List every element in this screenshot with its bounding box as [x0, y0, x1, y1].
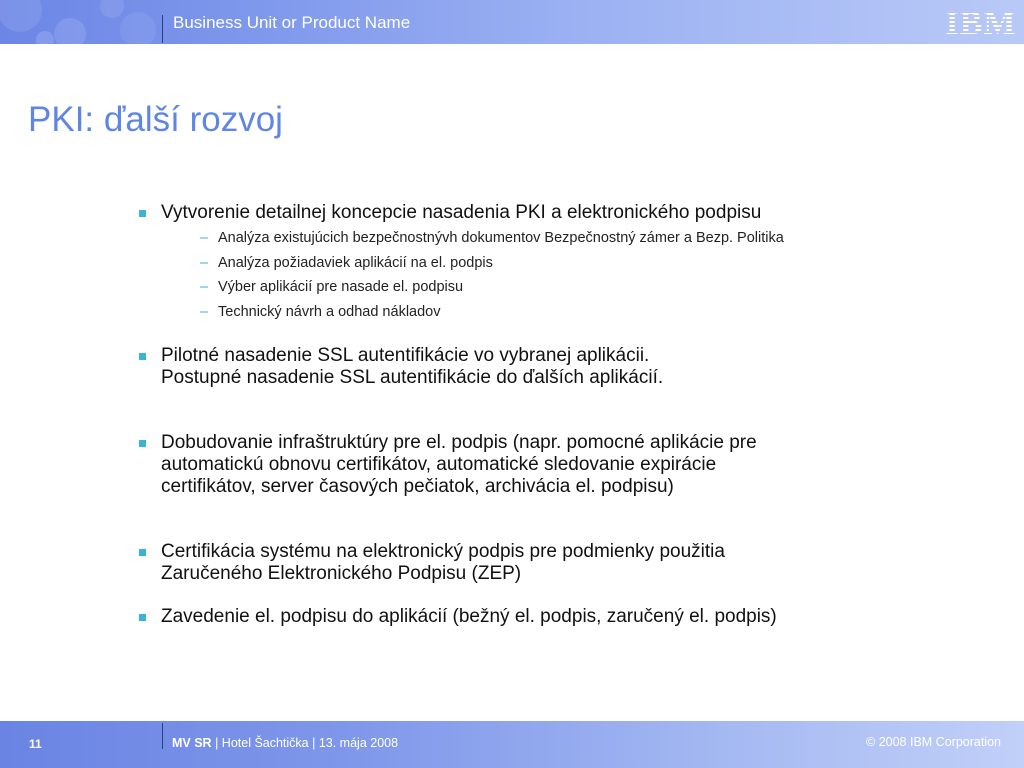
bullet-text: Dobudovanie infraštruktúry pre el. podpis (napr. pomocné aplikácie pre	[161, 432, 757, 453]
bullet-text: Zaručeného Elektronického Podpisu (ZEP)	[161, 563, 522, 584]
sub-bullet-item	[161, 226, 784, 251]
bullet-item	[136, 606, 777, 628]
sub-bullet-text: Technický návrh a odhad nákladov	[218, 303, 441, 320]
header-bar	[0, 0, 1024, 44]
header-bubbles-decoration	[0, 0, 1024, 44]
bullet-item	[136, 541, 725, 585]
sub-bullet-item	[161, 275, 784, 300]
bullet-marker	[139, 549, 146, 556]
sub-bullet-list	[161, 226, 784, 324]
bullet-text: Pilotné nasadenie SSL autentifikácie vo vybranej aplikácii.	[161, 345, 650, 366]
business-unit-name: Business Unit or Product Name	[173, 13, 411, 32]
sub-bullet-text: Analýza požiadaviek aplikácií na el. podpis	[218, 254, 493, 271]
dash-marker: –	[200, 279, 209, 295]
copyright: © 2008 IBM Corporation	[866, 735, 1001, 749]
bullet-text: automatickú obnovu certifikátov, automatické sledovanie expirácie	[161, 454, 717, 475]
sub-bullet-text: Analýza existujúcich bezpečnostnývh dokumentov Bezpečnostný zámer a Bezp. Politika	[218, 230, 784, 246]
sub-bullet-item	[161, 251, 784, 276]
bullet-text: Zavedenie el. podpisu do aplikácií (bežný el. podpis, zaručený el. podpis)	[161, 606, 777, 627]
bullet-item	[136, 432, 757, 498]
footer-divider	[162, 723, 163, 749]
bullet-item	[136, 345, 663, 389]
footer-org: MV SR	[172, 736, 212, 750]
svg-text:IBM: IBM	[945, 5, 1017, 37]
bullet-marker	[139, 614, 146, 621]
footer-info	[172, 736, 398, 750]
bullet-text: Vytvorenie detailnej koncepcie nasadenia PKI a elektronického podpisu	[161, 202, 762, 223]
footer-bar	[0, 721, 1024, 768]
dash-marker: –	[200, 230, 209, 246]
bullet-marker	[139, 440, 146, 447]
bullet-marker	[139, 210, 146, 217]
page-number: 11	[29, 737, 42, 751]
sub-bullet-text: Výber aplikácií pre nasade el. podpisu	[218, 279, 464, 295]
bullet-marker	[139, 353, 146, 360]
bullet-text: Certifikácia systému na elektronický podpis pre podmienky použitia	[161, 541, 725, 562]
ibm-logo	[944, 5, 1018, 37]
dash-marker: –	[200, 303, 209, 320]
slide-title: PKI: ďalší rozvoj	[28, 100, 283, 139]
sub-bullet-item	[161, 300, 784, 325]
bullet-text: Postupné nasadenie SSL autentifikácie do ďalších aplikácií.	[161, 367, 664, 388]
dash-marker: –	[200, 254, 209, 271]
bullet-text: certifikátov, server časových pečiatok, archivácia el. podpisu)	[161, 476, 674, 497]
bullet-item	[136, 202, 784, 324]
footer-event: | Hotel Šachtička | 13. mája 2008	[211, 736, 399, 750]
header-divider	[162, 15, 163, 43]
